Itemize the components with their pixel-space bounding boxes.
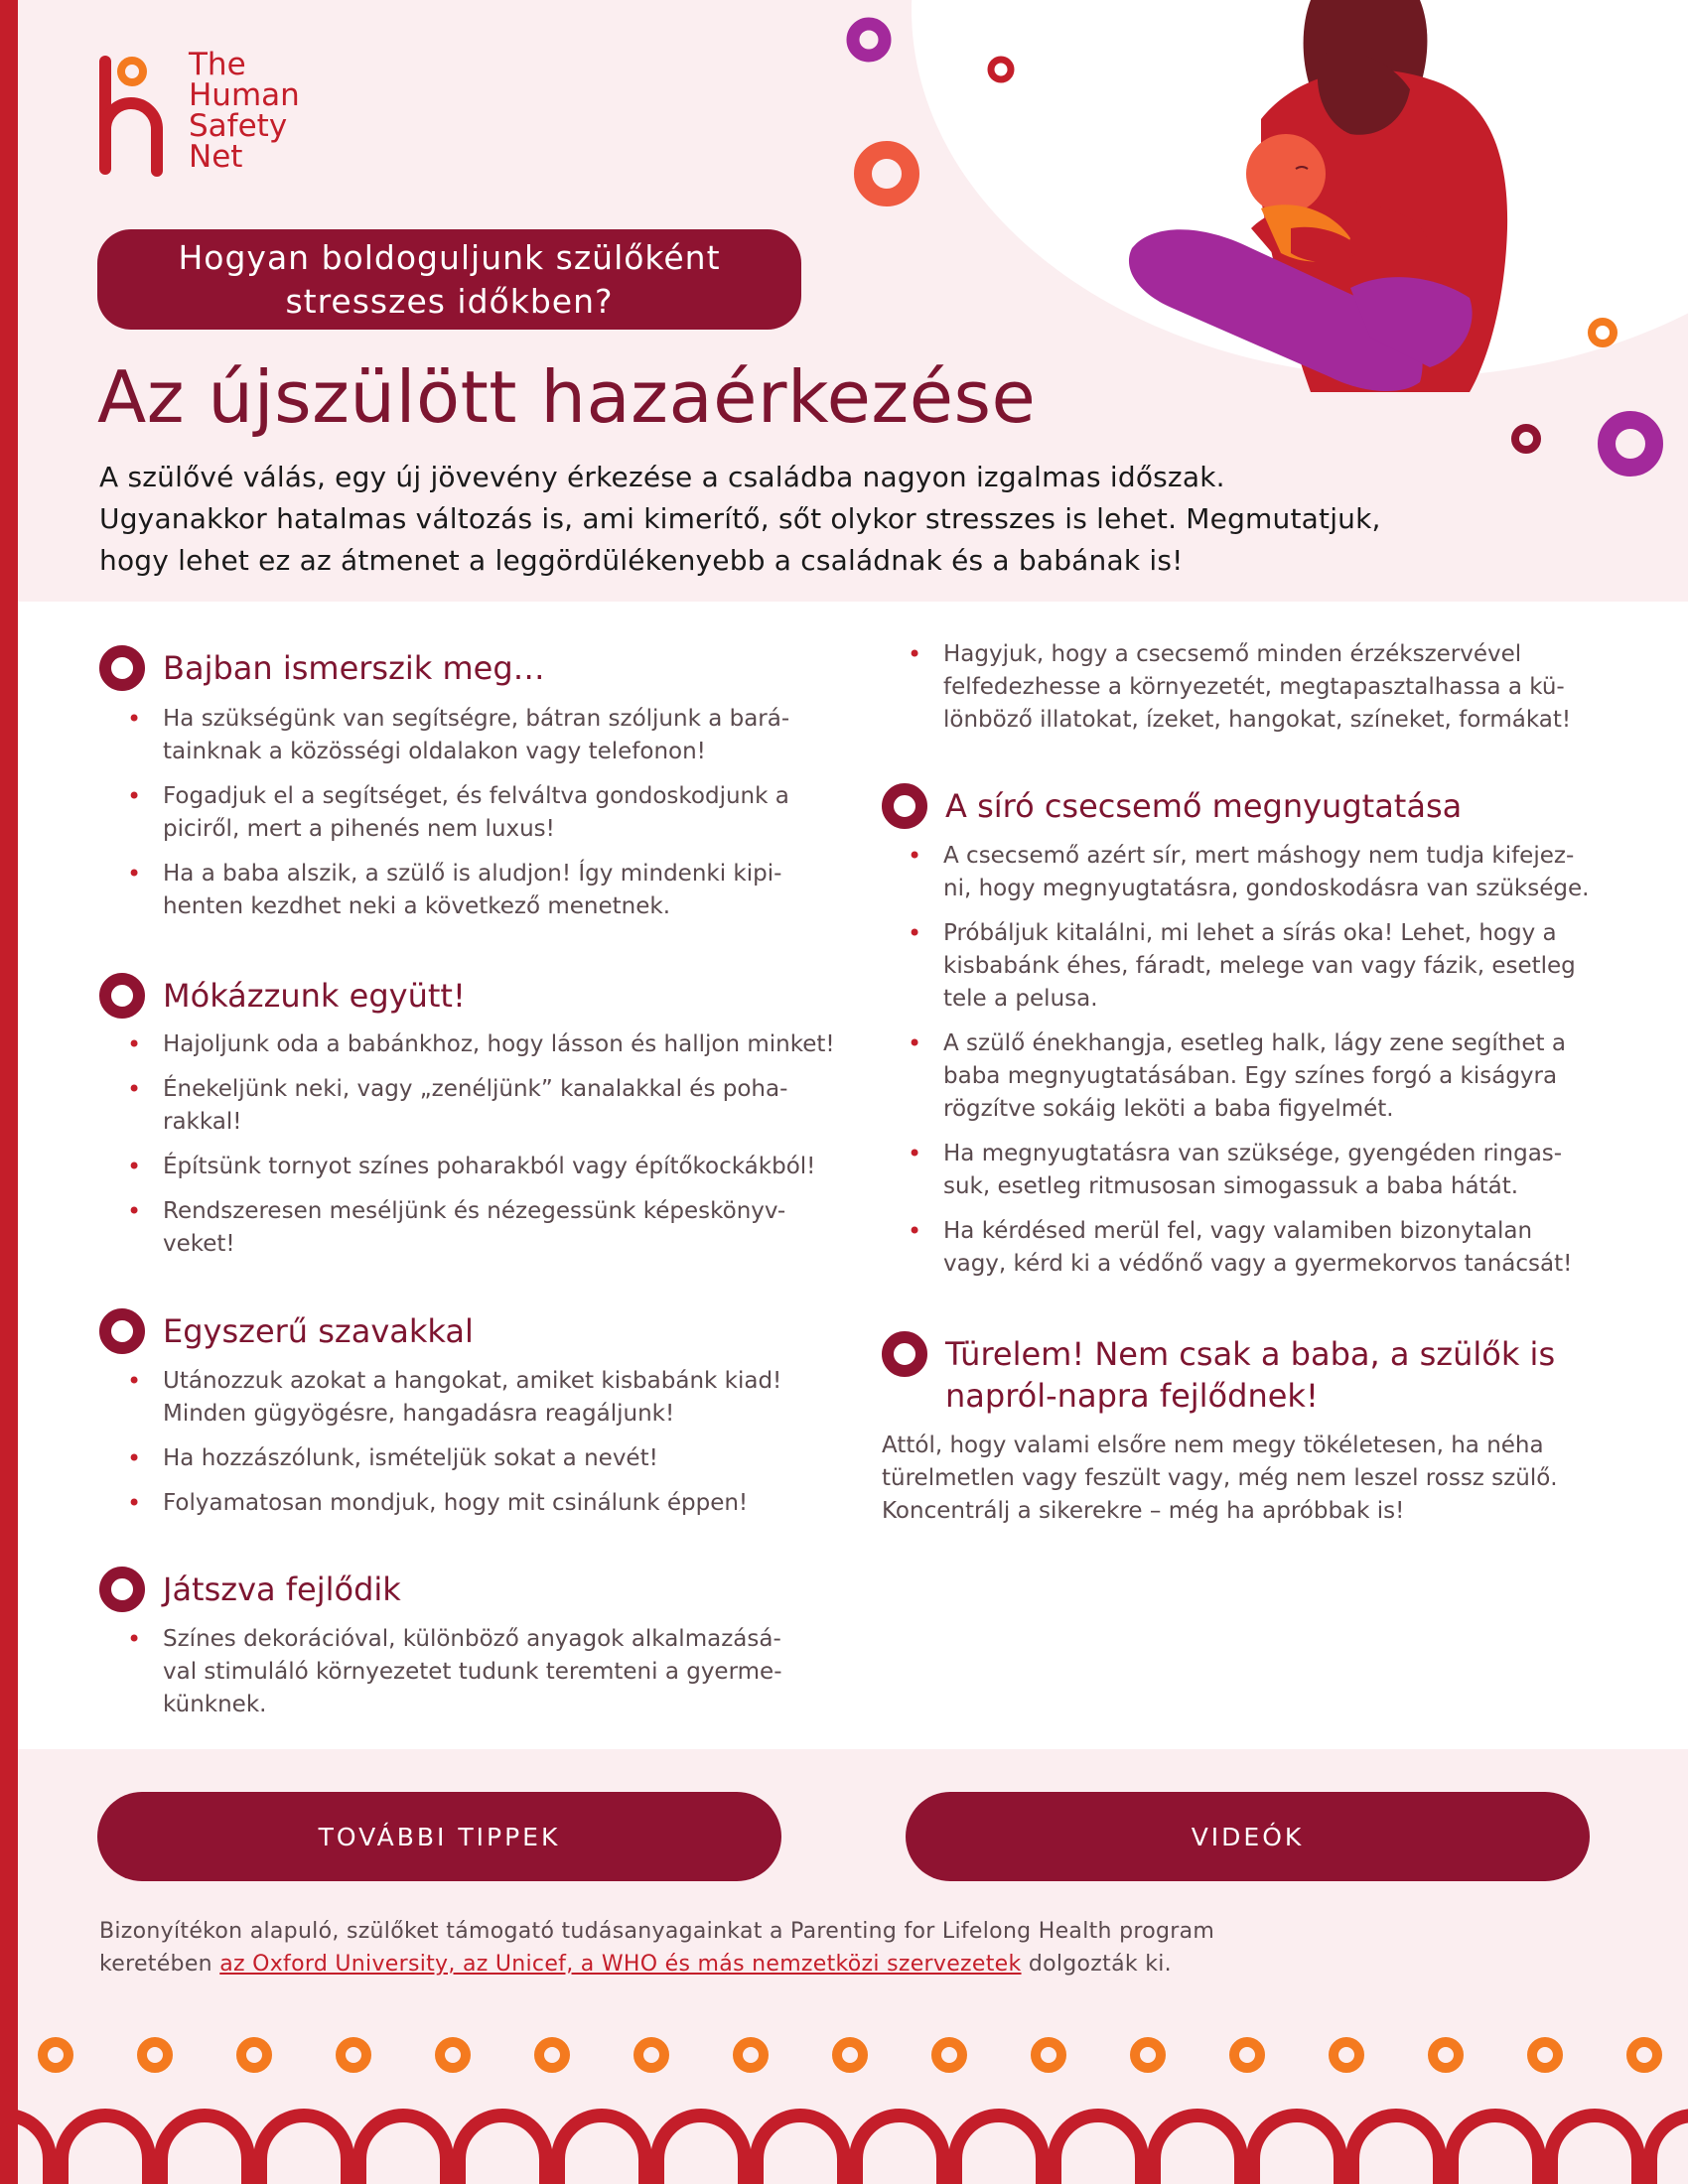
ring-decoration-icon bbox=[1594, 407, 1667, 480]
section-title: Játszva fejlődik bbox=[163, 1570, 401, 1608]
list-item: • Hagyjuk, hogy a csecsemő minden érzékszervével felfedezhesse a környezetét, megtapasztalhassa a kü- lönböző illatokat, ízeket, hangokat, színeket, formákat! bbox=[904, 638, 1618, 737]
intro-line: hogy lehet ez az átmenet a leggördülékenyebb a családnak és a babának is! bbox=[99, 544, 1184, 577]
red-arch-shape bbox=[558, 2116, 645, 2184]
ring-bullet-icon bbox=[97, 643, 147, 693]
red-arch-shape bbox=[757, 2116, 844, 2184]
logo-line: Safety bbox=[189, 108, 288, 144]
red-arch-shape bbox=[856, 2116, 943, 2184]
orange-ring-icon bbox=[142, 2042, 168, 2068]
list-item: • Próbáljuk kitalálni, mi lehet a sírás oka! Lehet, hogy a kisbabánk éhes, fáradt, melege van vagy fázik, esetleg tele a pelusa. bbox=[904, 917, 1618, 1016]
orange-ring-icon bbox=[1334, 2042, 1359, 2068]
orange-ring-icon bbox=[1532, 2042, 1558, 2068]
list-item: • Ha szükségünk van segítségre, bátran szóljunk a bará- tainknak a közösségi oldalakon vagy telefonon! bbox=[123, 703, 838, 768]
ring-bullet-icon bbox=[97, 1306, 147, 1356]
section-heading bbox=[97, 975, 466, 1021]
orange-ring-icon bbox=[738, 2042, 764, 2068]
list-item: • Ha a baba alszik, a szülő is aludjon! Így mindenki kipi- henten kezdhet neki a következő menetnek. bbox=[123, 858, 838, 923]
red-arch-shape bbox=[1352, 2116, 1440, 2184]
intro-paragraph bbox=[99, 457, 1539, 582]
ring-decoration-icon bbox=[1586, 316, 1619, 349]
list-item: • Hajoljunk oda a babánkhoz, hogy lásson és halljon minket! bbox=[123, 1028, 838, 1061]
topic-pill bbox=[97, 229, 801, 330]
list-item: • A csecsemő azért sír, mert máshogy nem tudja kifejez- ni, hogy megnyugtatásra, gondoskodásra van szüksége. bbox=[904, 840, 1618, 905]
ring-bullet-icon bbox=[97, 1565, 147, 1614]
ring-bullet-icon bbox=[880, 1329, 929, 1379]
ring-decoration-icon bbox=[1509, 422, 1543, 456]
page-title: Az újszülött hazaérkezése bbox=[97, 355, 1037, 439]
ring-decoration-icon bbox=[844, 15, 894, 65]
list-item: • Ha megnyugtatásra van szüksége, gyengéden ringas- suk, esetleg ritmusosan simogassuk a baba hátát. bbox=[904, 1138, 1618, 1203]
red-arch-shape bbox=[260, 2116, 348, 2184]
paragraph-line: türelmetlen vagy feszült vagy, még nem leszel rossz szülő. bbox=[882, 1465, 1558, 1491]
orange-ring-icon bbox=[539, 2042, 565, 2068]
list-item: • Folyamatosan mondjuk, hogy mit csinálunk éppen! bbox=[123, 1487, 838, 1520]
bullet-list bbox=[123, 1028, 838, 1273]
list-item: • Fogadjuk el a segítséget, és felváltva gondoskodjunk a piciről, mert a pihenés nem luxus! bbox=[123, 780, 838, 846]
section-title: Mókázzunk együtt! bbox=[163, 977, 466, 1015]
ring-bullet-icon bbox=[97, 971, 147, 1021]
section-title: A síró csecsemő megnyugtatása bbox=[945, 787, 1463, 825]
patience-paragraph bbox=[882, 1430, 1636, 1528]
orange-ring-icon bbox=[638, 2042, 664, 2068]
list-item: • Ha kérdésed merül fel, vagy valamiben bizonytalan vagy, kérd ki a védőnő vagy a gyermekorvos tanácsát! bbox=[904, 1215, 1618, 1281]
bullet-list bbox=[904, 840, 1618, 1293]
red-arch-shape bbox=[1253, 2116, 1340, 2184]
logo-mark-icon bbox=[95, 52, 175, 179]
red-arch-shape bbox=[359, 2116, 447, 2184]
ring-bullet-icon bbox=[880, 781, 929, 831]
red-arch-shape bbox=[1154, 2116, 1241, 2184]
more-tips-button[interactable]: TOVÁBBI TIPPEK bbox=[97, 1792, 781, 1881]
list-item: • A szülő énekhangja, esetleg halk, lágy zene segíthet a baba megnyugtatásában. Egy színes forgó a kiságyra rögzítve sokáig leköti a baba figyelmét. bbox=[904, 1027, 1618, 1126]
red-arch-shape bbox=[459, 2116, 546, 2184]
bullet-list bbox=[123, 703, 838, 935]
orange-ring-icon bbox=[1135, 2042, 1161, 2068]
topic-pill-line: stresszes időkben? bbox=[285, 281, 614, 321]
credit-line: keretében az Oxford University, az Unicef, a WHO és más nemzetközi szervezetek dolgozták ki. bbox=[99, 1952, 1172, 1977]
section-heading bbox=[880, 785, 1462, 831]
credit-line: Bizonyítékon alapuló, szülőket támogató tudásanyagainkat a Parenting for Lifelong Health program bbox=[99, 1919, 1215, 1944]
intro-line: Ugyanakkor hatalmas változás is, ami kimerítő, sőt olykor stresszes is lehet. Megmutatjuk, bbox=[99, 502, 1381, 535]
orange-ring-icon bbox=[341, 2042, 366, 2068]
bullet-list bbox=[904, 638, 1618, 749]
section-heading bbox=[97, 1310, 474, 1356]
section-title: Türelem! Nem csak a baba, a szülők is napról-napra fejlődnek! bbox=[945, 1335, 1556, 1415]
red-arch-shape bbox=[1551, 2116, 1638, 2184]
orange-ring-icon bbox=[1234, 2042, 1260, 2068]
topic-pill-line: Hogyan boldoguljunk szülőként bbox=[178, 237, 721, 277]
red-arch-shape bbox=[657, 2116, 745, 2184]
list-item: • Színes dekorációval, különböző anyagok alkalmazásá- val stimuláló környezetet tudunk teremteni a gyerme- künknek. bbox=[123, 1623, 838, 1721]
red-arch-shape bbox=[955, 2116, 1043, 2184]
orange-ring-icon bbox=[837, 2042, 863, 2068]
partners-link[interactable]: az Oxford University, az Unicef, a WHO és más nemzetközi szervezetek bbox=[219, 1952, 1022, 1977]
list-item: • Építsünk tornyot színes poharakból vagy építőkockákból! bbox=[123, 1151, 838, 1183]
ring-decoration-icon bbox=[852, 139, 921, 208]
parent-baby-illustration bbox=[1112, 0, 1549, 407]
videos-button[interactable]: VIDEÓK bbox=[906, 1792, 1590, 1881]
list-item: • Ha hozzászólunk, ismételjük sokat a nevét! bbox=[123, 1442, 838, 1475]
section-title: Egyszerű szavakkal bbox=[163, 1312, 474, 1350]
orange-ring-icon bbox=[1036, 2042, 1061, 2068]
bullet-list bbox=[123, 1365, 838, 1532]
logo-text bbox=[189, 47, 300, 175]
section-title: Bajban ismerszik meg… bbox=[163, 649, 545, 687]
section-heading bbox=[97, 647, 545, 693]
bottom-decorative-pattern bbox=[18, 2015, 1688, 2184]
logo-line: Net bbox=[189, 139, 243, 175]
left-accent-bar bbox=[0, 0, 18, 2184]
list-item: • Rendszeresen meséljünk és nézegessünk képeskönyv- veket! bbox=[123, 1195, 838, 1261]
orange-ring-icon bbox=[1631, 2042, 1657, 2068]
logo-line: The bbox=[189, 47, 246, 82]
red-arch-shape bbox=[62, 2116, 149, 2184]
red-arch-shape bbox=[18, 2116, 50, 2184]
red-arch-shape bbox=[1452, 2116, 1539, 2184]
credit-text bbox=[99, 1915, 1489, 1980]
intro-line: A szülővé válás, egy új jövevény érkezése a családba nagyon izgalmas időszak. bbox=[99, 461, 1225, 493]
logo-line: Human bbox=[189, 77, 300, 113]
red-arch-shape bbox=[161, 2116, 248, 2184]
orange-ring-icon bbox=[936, 2042, 962, 2068]
orange-ring-icon bbox=[43, 2042, 69, 2068]
ring-decoration-icon bbox=[986, 55, 1016, 84]
paragraph-line: Attól, hogy valami elsőre nem megy tökéletesen, ha néha bbox=[882, 1433, 1544, 1458]
red-arch-shape bbox=[1055, 2116, 1142, 2184]
paragraph-line: Koncentrálj a sikerekre – még ha apróbbak is! bbox=[882, 1498, 1405, 1524]
bullet-list bbox=[123, 1623, 838, 1733]
orange-ring-icon bbox=[440, 2042, 466, 2068]
list-item: • Utánozzuk azokat a hangokat, amiket kisbabánk kiad! Minden gügyögésre, hangadásra reagáljunk! bbox=[123, 1365, 838, 1431]
orange-ring-icon bbox=[241, 2042, 267, 2068]
red-arch-shape bbox=[1650, 2116, 1688, 2184]
orange-ring-icon bbox=[1433, 2042, 1459, 2068]
list-item: • Énekeljünk neki, vagy „zenéljünk” kanalakkal és poha- rakkal! bbox=[123, 1073, 838, 1139]
section-heading bbox=[97, 1569, 401, 1614]
section-heading bbox=[880, 1333, 1555, 1417]
